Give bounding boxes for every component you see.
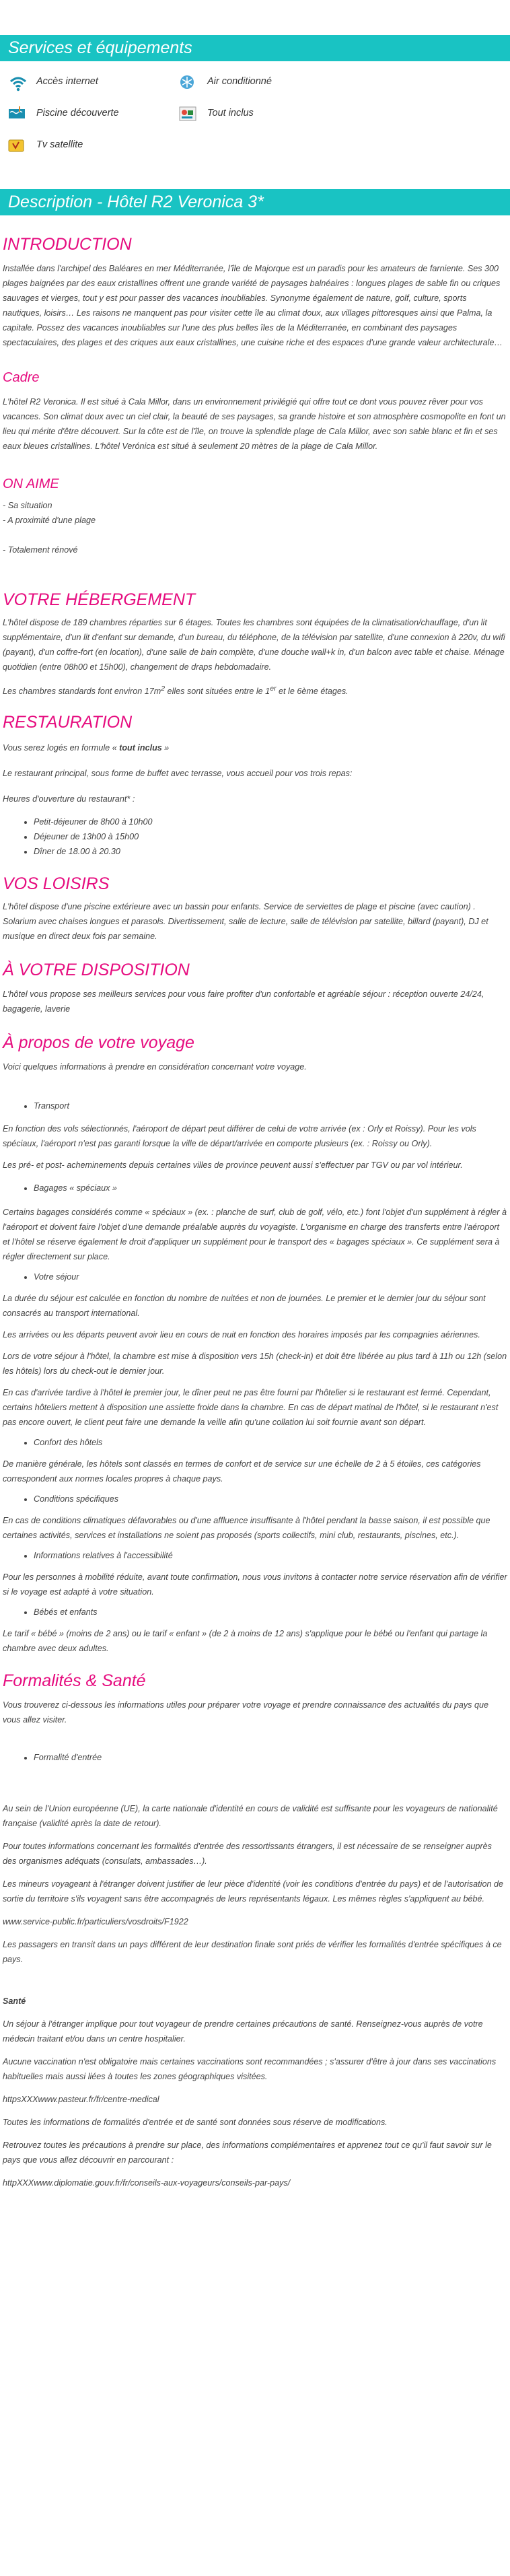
sejour-text: La durée du séjour est calculée en fonction du nombre de nuitées et non de journées. Le premier et le dernier jour du séjour sont consacrés au transport international. xyxy=(3,1294,486,1319)
confort-text: De manière générale, les hôtels sont classés en termes de confort et de service sur une échelle de 2 à 5 étoiles, ces catégories correspondent aux normes locales propres à chaque pays. xyxy=(3,1459,481,1484)
formalites-intro: Vous trouverez ci-dessous les informations utiles pour préparer votre voyage et prendre connaissance des actualités du pays que vous allez visiter. xyxy=(3,1700,488,1725)
service-tv xyxy=(7,137,178,168)
formalites-title: Formalités & Santé xyxy=(3,1671,146,1691)
formalite-text: Les passagers en transit dans un pays différent de leur destination finale sont priés de vérifier les formalités d'entrée spécifiques à ce pays. xyxy=(3,1940,502,1965)
service-label: Air conditionné xyxy=(207,76,272,87)
hebergement-size: Les chambres standards font environ $17m^2$ elles sont situées entre le 1er et le 6ème étages. xyxy=(3,685,349,697)
description-content xyxy=(0,215,510,2190)
list-item: • Petit-déjeuner de 8h00 à 10h00 xyxy=(34,814,507,829)
bebes-title: • Bébés et enfants xyxy=(34,1605,507,1620)
sante-link-2[interactable]: httpXXXwww.diplomatie.gouv.fr/fr/conseils-aux-voyageurs/conseils-par-pays/ xyxy=(3,2178,291,2188)
formalite-link[interactable]: www.service-public.fr/particuliers/vosdroits/F1922 xyxy=(3,1917,188,1927)
list-item: • Dîner de 18.00 à 20.30 xyxy=(34,844,507,859)
disposition-title: À VOTRE DISPOSITION xyxy=(3,961,190,980)
sante-link[interactable]: httpsXXXwww.pasteur.fr/fr/centre-medical xyxy=(3,2095,159,2105)
service-label: Accès internet xyxy=(36,76,98,87)
access-text: Pour les personnes à mobilité réduite, avant toute confirmation, nous vous invitons à contacter notre service réservation afin de vérifier si le voyage est adapté à votre situation. xyxy=(3,1572,507,1597)
sejour-title: • Votre séjour xyxy=(34,1269,507,1284)
formalite-text: Pour toutes informations concernant les formalités d'entrée des ressortissants étrangers, il est nécessaire de se renseigner auprès des organismes adéquats (consulats, ambassades…). xyxy=(3,1842,492,1867)
transport-text: En fonction des vols sélectionnés, l'aéroport de départ peut différer de celui de votre arrivée (ex : Orly et Roissy). Pour les vols spéciaux, l'aéroport n'est pas garanti lorsque la ville de départ/arrivée en comporte plusieurs (ex. : Roissy ou Orly). xyxy=(3,1124,476,1149)
sejour-text: En cas d'arrivée tardive à l'hôtel le premier jour, le dîner peut ne pas être fourni par l'hôtelier si le restaurant est fermé. Cependant, certains hôteliers mettent à disposition une assiette froide dans la chambre. En cas de départ matinal de l'hôtel, si le restaurant n'est pas encore ouvert, le client peut faire une demande la veille afin qu'une collation lui soit fournie avant son départ. xyxy=(3,1388,499,1428)
intro-text: Installée dans l'archipel des Baléares en mer Méditerranée, l'île de Majorque est un paradis pour les amateurs de farniente. Ses 300 plages baignées par des eaux cristallines offrent une grande variété de paysages balnéaires : longues plages de sable fin ou criques sauvages et vierges, tout y est pour passer des vacances inoubliables. Synonyme également de nature, golf, culture, sports nautiques, loisirs… Les raisons ne manquent pas pour visiter cette île au climat doux, aux villages pittoresques ainsi que Palma, la capitale. Possez des vacances inoubliables sur l'une des plus belles îles de la Méditerranée, en combinant des paysages spectaculaires, des plages et des criques aux eaux cristallines, une cuisine riche et des espaces d'une grande valeur architecturale… xyxy=(3,264,503,347)
snowflake-icon xyxy=(178,73,201,92)
sante-text: Un séjour à l'étranger implique pour tout voyageur de prendre certaines précautions de santé. Renseignez-vous auprès de votre médecin traitant et/ou dans un centre hospitalier. xyxy=(3,2019,483,2044)
formalite-entree-title: • Formalité d'entrée xyxy=(34,1750,507,1765)
conditions-title: • Conditions spécifiques xyxy=(34,1492,507,1506)
confort-title: • Confort des hôtels xyxy=(34,1435,507,1450)
service-label: Tout inclus xyxy=(207,108,254,118)
cadre-title: Cadre xyxy=(3,370,40,385)
bebes-text: Le tarif « bébé » (moins de 2 ans) ou le tarif « enfant » (de 2 à moins de 12 ans) s'applique pour le bébé ou l'enfant qui partage la chambre avec deux adultes. xyxy=(3,1629,488,1654)
service-ac xyxy=(178,73,349,105)
restauration-title: RESTAURATION xyxy=(3,713,133,732)
service-all-inclusive xyxy=(178,105,349,137)
propos-title: À propos de votre voyage xyxy=(3,1033,194,1053)
loisirs-text: L'hôtel dispose d'une piscine extérieure avec un bassin pour enfants. Service de serviettes de plage et piscine (avec caution) . Solarium avec chaises longues et parasols. Divertissement, salle de lecture, salle de télévision par satellite, billard (payant), DJ et musique en direct deux fois par semaine. xyxy=(3,902,488,942)
services-list xyxy=(0,61,510,168)
sante-text: Toutes les informations de formalités d'entrée et de santé sont données sous réserve de modifications. xyxy=(3,2118,388,2128)
sante-title: Santé xyxy=(3,1996,26,2007)
propos-intro: Voici quelques informations à prendre en considération concernant votre voyage. xyxy=(3,1062,307,1072)
sante-text: Retrouvez toutes les précautions à prendre sur place, des informations complémentaires et apprenez tout ce qu'il faut savoir sur le pays que vous allez découvrir en parcourant : xyxy=(3,2140,492,2165)
sante-text: Aucune vaccination n'est obligatoire mais certaines vaccinations sont recommandées ; s'assurer d'être à jour dans ses vaccinations habituelles mais aussi liées à toutes les zones géographiques visitées. xyxy=(3,2057,497,2082)
intro-title: INTRODUCTION xyxy=(3,235,132,254)
formalite-text: Les mineurs voyageant à l'étranger doivent justifier de leur pièce d'identité (voir les conditions d'entrée du pays) et de l'autorisation de sortie du territoire s'ils voyagent sans être accompagnés de leurs représentants légaux. Les mêmes règles s'appliquent au bébé. xyxy=(3,1879,503,1904)
transport-title: • Transport xyxy=(34,1099,507,1113)
service-pool xyxy=(7,105,178,137)
disposition-text: L'hôtel vous propose ses meilleurs services pour vous faire profiter d'un confortable et agréable séjour : réception ouverte 24/24, bagagerie, laverie xyxy=(3,989,484,1014)
cadre-text: L'hôtel R2 Veronica. Il est situé à Cala Millor, dans un environnement privilégié qui offre tout ce dont vous pouvez rêver pour vos vacances. Son climat doux avec un ciel clair, la beauté de ses paysages, sa grande histoire et son atmosphère cosmopolite en font un lieu qui mérite d'être découvert. Sur la côte est de l'île, on trouve la splendide plage de Cala Millor, avec son sable blanc et fin et ses eaux bleues cristallines. L'hôtel Verónica est situé à seulement 20 mètres de la plage de Cala Millor. xyxy=(3,397,506,451)
services-header: Services et équipements xyxy=(0,35,510,61)
onaime-item: - Sa situation xyxy=(3,501,52,510)
conditions-text: En cas de conditions climatiques défavorables ou d'une affluence insuffisante à l'hôtel pendant la basse saison, il est possible que certaines activités, services et installations ne soient pas proposés (sports collectifs, mini club, restaurants, piscines, etc.). xyxy=(3,1516,490,1541)
bagages-text: Certains bagages considérés comme « spéciaux » (ex. : planche de surf, club de golf, vélo, etc.) font l'objet d'un supplément à régler à l'aéroport et doivent faire l'objet d'une demande préalable auprès du voyagiste. L'organisme en charge des transferts entre l'aéroport et l'hôtel se réserve également le droit d'appliquer un supplément pour le transport des « bagages spéciaux ». Ce supplément sera à régler directement sur place. xyxy=(3,1208,507,1262)
onaime-title: ON AIME xyxy=(3,477,59,491)
bagages-title: • Bagages « spéciaux » xyxy=(34,1181,507,1195)
service-label: Tv satellite xyxy=(36,139,83,150)
hebergement-title: VOTRE HÉBERGEMENT xyxy=(3,590,196,609)
all-inclusive-icon xyxy=(178,105,201,124)
sejour-text: Les arrivées ou les départs peuvent avoir lieu en cours de nuit en fonction des horaires imposés par les compagnies aériennes. xyxy=(3,1330,480,1340)
pool-icon xyxy=(7,105,30,124)
onaime-item: - Totalement rénové xyxy=(3,545,78,555)
sejour-text: Lors de votre séjour à l'hôtel, la chambre est mise à disposition vers 15h (check-in) et doit être libérée au plus tard à 11h ou 12h (selon les hôtels) lors du check-out le dernier jour. xyxy=(3,1352,507,1377)
loisirs-title: VOS LOISIRS xyxy=(3,874,110,894)
tv-icon xyxy=(7,137,30,155)
restauration-hours-title: Heures d'ouverture du restaurant* : xyxy=(3,794,135,804)
access-title: • Informations relatives à l'accessibilité xyxy=(34,1548,507,1563)
service-label: Piscine découverte xyxy=(36,108,119,118)
hebergement-text: L'hôtel dispose de 189 chambres réparties sur 6 étages. Toutes les chambres sont équipées de la climatisation/chauffage, d'un lit supplémentaire, d'un lit d'enfant sur demande, d'un bureau, du téléphone, de la télévision par satellite, d'une connexion à 220v, du wifi (payant), d'un coffre-fort (en location), d'une salle de bain complète, d'une douche wall+k in, d'un balcon avec table et chaise. Ménage quotidien (entre 08h00 et 15h00), changement de draps hebdomadaire. xyxy=(3,618,505,672)
restauration-formula: Vous serez logés en formule « tout inclus » xyxy=(3,743,170,753)
onaime-item: - A proximité d'une plage xyxy=(3,516,96,525)
restauration-main: Le restaurant principal, sous forme de buffet avec terrasse, vous accueil pour vos trois repas: xyxy=(3,769,353,779)
formalite-text: Au sein de l'Union européenne (UE), la carte nationale d'identité en cours de validité est suffisante pour les voyageurs de nationalité française (validité après la date de retour). xyxy=(3,1804,498,1829)
description-header: Description - Hôtel R2 Veronica 3* xyxy=(0,189,510,215)
wifi-icon xyxy=(7,73,30,92)
transport-text: Les pré- et post- acheminements depuis certaines villes de province peuvent aussi s'effectuer par TGV ou par vol intérieur. xyxy=(3,1160,463,1171)
list-item: • Déjeuner de 13h00 à 15h00 xyxy=(34,829,507,844)
restauration-hours-list xyxy=(3,814,507,859)
service-internet xyxy=(7,73,178,105)
